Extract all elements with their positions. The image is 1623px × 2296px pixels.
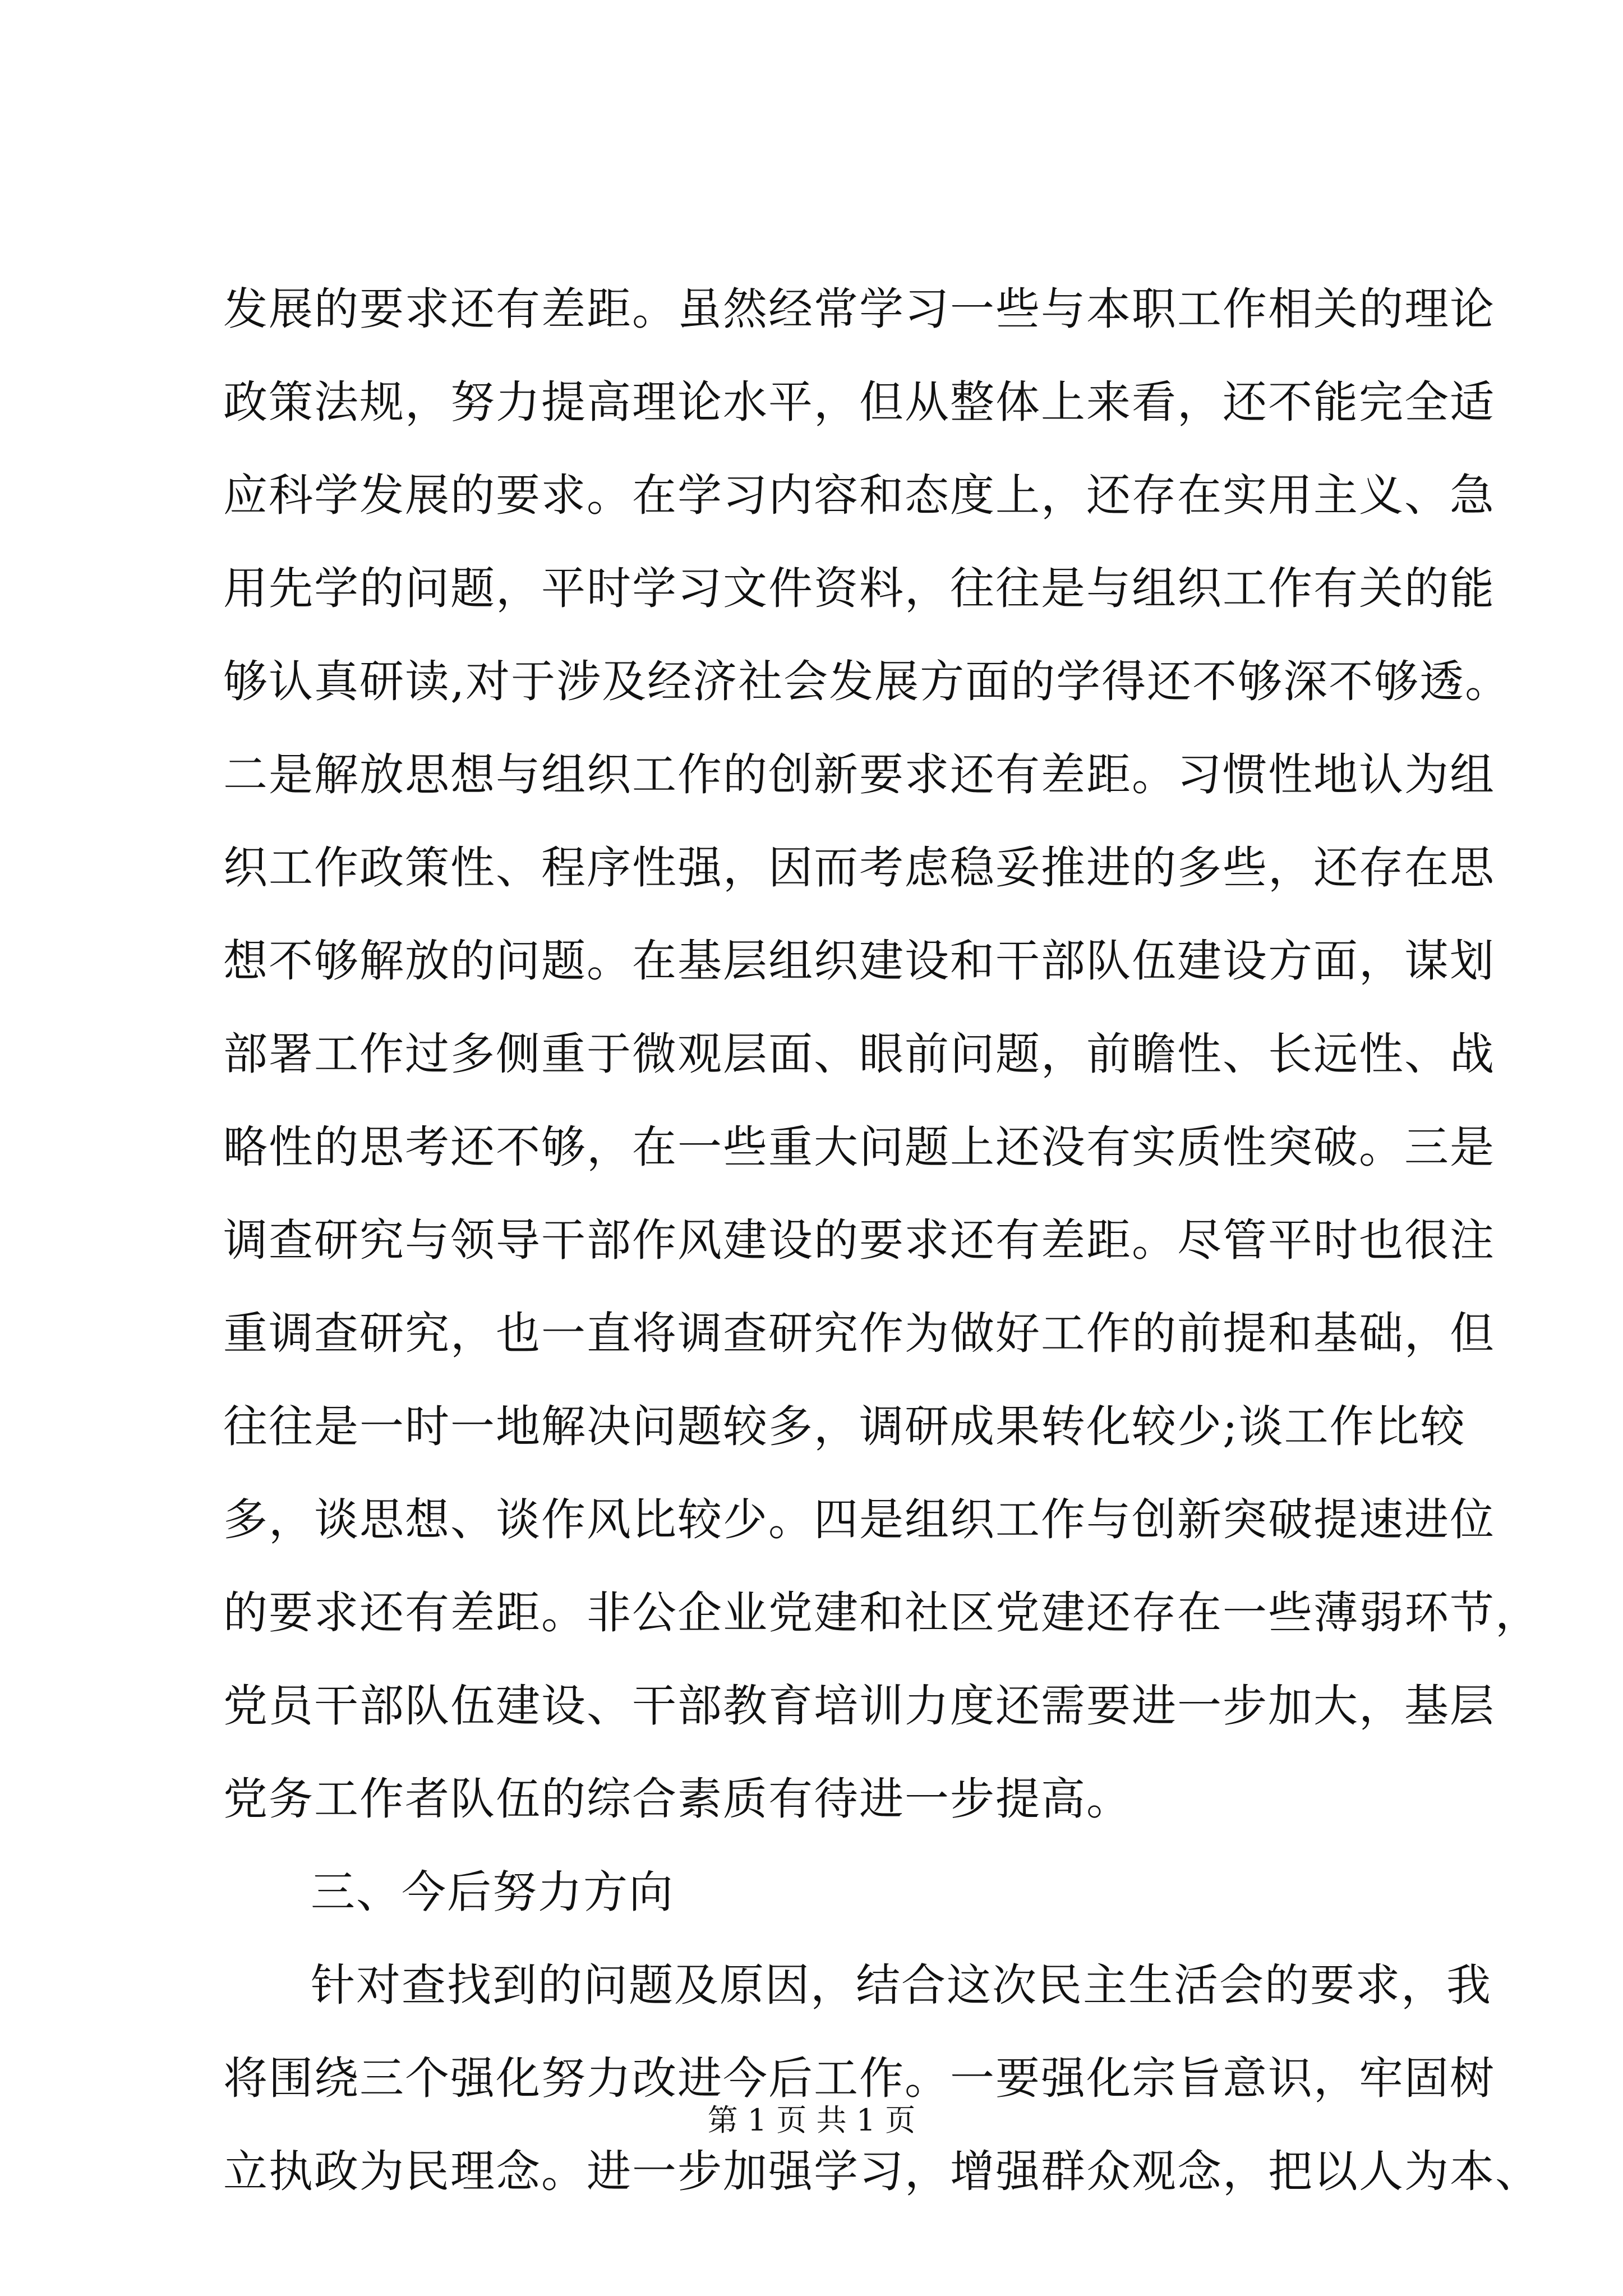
text-line: 发展的要求还有差距。虽然经常学习一些与本职工作相关的理论 — [223, 283, 1495, 335]
text-line: 党务工作者队伍的综合素质有待进一步提高。 — [223, 1773, 1132, 1825]
text-line: 的要求还有差距。非公企业党建和社区党建还存在一些薄弱环节， — [223, 1587, 1541, 1639]
text-line: 将围绕三个强化努力改进今后工作。一要强化宗旨意识，牢固树 — [223, 2053, 1495, 2104]
text-line: 针对查找到的问题及原因，结合这次民主生活会的要求，我 — [311, 1959, 1492, 2011]
text-line: 立执政为民理念。进一步加强学习，增强群众观念，把以人为本、 — [223, 2146, 1541, 2197]
text-line: 够认真研读,对于涉及经济社会发展方面的学得还不够深不够透。 — [223, 656, 1511, 707]
text-line: 重调查研究，也一直将调查研究作为做好工作的前提和基础，但 — [223, 1308, 1495, 1359]
text-line: 二是解放思想与组织工作的创新要求还有差距。习惯性地认为组 — [223, 749, 1495, 800]
body-text — [223, 263, 1541, 2218]
section-heading: 三、今后努力方向 — [311, 1866, 674, 1918]
text-line: 往往是一时一地解决问题较多，调研成果转化较少;谈工作比较 — [223, 1401, 1466, 1452]
text-line: 想不够解放的问题。在基层组织建设和干部队伍建设方面，谋划 — [223, 935, 1495, 987]
text-line: 应科学发展的要求。在学习内容和态度上，还存在实用主义、急 — [223, 470, 1495, 521]
text-line: 用先学的问题，平时学习文件资料，往往是与组织工作有关的能 — [223, 563, 1495, 614]
text-line: 党员干部队伍建设、干部教育培训力度还需要进一步加大，基层 — [223, 1680, 1495, 1732]
text-line: 多，谈思想、谈作风比较少。四是组织工作与创新突破提速进位 — [223, 1494, 1495, 1545]
text-line: 政策法规，努力提高理论水平，但从整体上来看，还不能完全适 — [223, 376, 1495, 428]
page-footer: 第 1 页 共 1 页 — [707, 2102, 916, 2138]
text-line: 部署工作过多侧重于微观层面、眼前问题，前瞻性、长远性、战 — [223, 1028, 1495, 1080]
text-line: 织工作政策性、程序性强，因而考虑稳妥推进的多些，还存在思 — [223, 842, 1495, 894]
text-line: 略性的思考还不够，在一些重大问题上还没有实质性突破。三是 — [223, 1121, 1495, 1173]
text-line: 调查研究与领导干部作风建设的要求还有差距。尽管平时也很注 — [223, 1214, 1495, 1266]
